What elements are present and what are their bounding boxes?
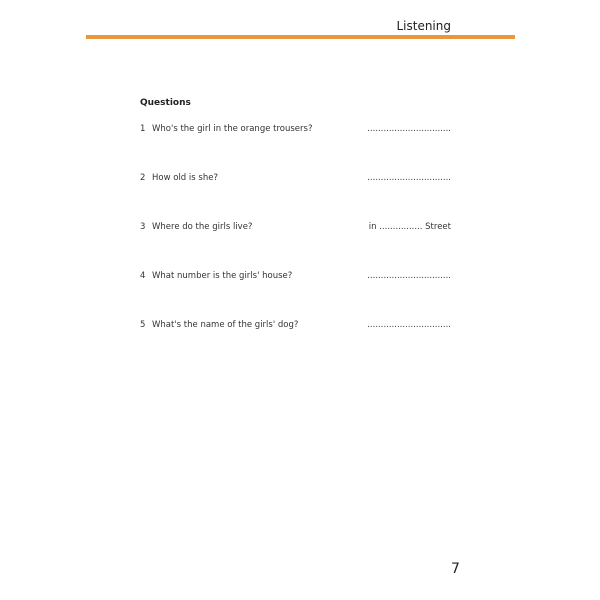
header-rule [86, 35, 515, 39]
answer-line-3: in ................ Street [368, 222, 451, 232]
section-title: Listening [396, 19, 451, 33]
answer-line-5: ............................... [367, 320, 451, 330]
page-number: 7 [451, 561, 460, 577]
answer-line-2: ............................... [367, 173, 451, 183]
questions-heading: Questions [140, 98, 191, 108]
question-text: Where do the girls live? [152, 222, 253, 232]
question-number: 4 [140, 271, 146, 281]
question-text: What's the name of the girls' dog? [152, 320, 299, 330]
answer-line-1: ............................... [367, 124, 451, 134]
question-number: 5 [140, 320, 146, 330]
question-3 [140, 222, 252, 232]
question-number: 1 [140, 124, 146, 134]
answer-line-4: ............................... [367, 271, 451, 281]
question-1 [140, 124, 312, 134]
question-number: 2 [140, 173, 146, 183]
question-number: 3 [140, 222, 146, 232]
question-2 [140, 173, 218, 183]
question-5 [140, 320, 298, 330]
question-4 [140, 271, 292, 281]
question-text: Who's the girl in the orange trousers? [152, 124, 313, 134]
question-text: What number is the girls' house? [152, 271, 293, 281]
question-text: How old is she? [152, 173, 218, 183]
